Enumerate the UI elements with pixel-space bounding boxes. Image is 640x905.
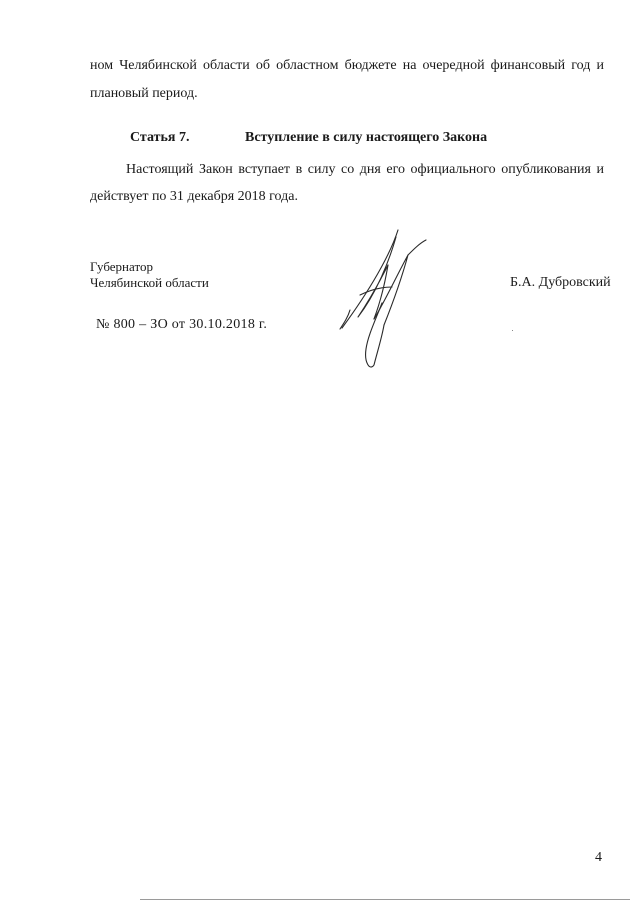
bottom-scan-edge-line (140, 899, 630, 900)
continuation-line-1: ном Челябинской области об областном бюджете на очередной финансовый год и (90, 58, 604, 73)
continuation-line-2: плановый период. (90, 86, 198, 101)
article-paragraph-line-2: действует по 31 декабря 2018 года. (90, 189, 298, 204)
article-title: Вступление в силу настоящего Закона (245, 130, 488, 145)
article-number: Статья 7. (130, 130, 190, 145)
signatory-position-line-2: Челябинской области (90, 275, 209, 290)
signatory-name: Б.А. Дубровский (510, 275, 611, 290)
signatory-position-line-1: Губернатор (90, 259, 153, 274)
law-number-and-date: № 800 – ЗО от 30.10.2018 г. (96, 317, 268, 332)
page-number: 4 (595, 850, 602, 865)
scan-artifact-dot (512, 330, 513, 331)
handwritten-signature (330, 225, 440, 375)
article-paragraph-line-1: Настоящий Закон вступает в силу со дня его официального опубликования и (126, 162, 604, 177)
